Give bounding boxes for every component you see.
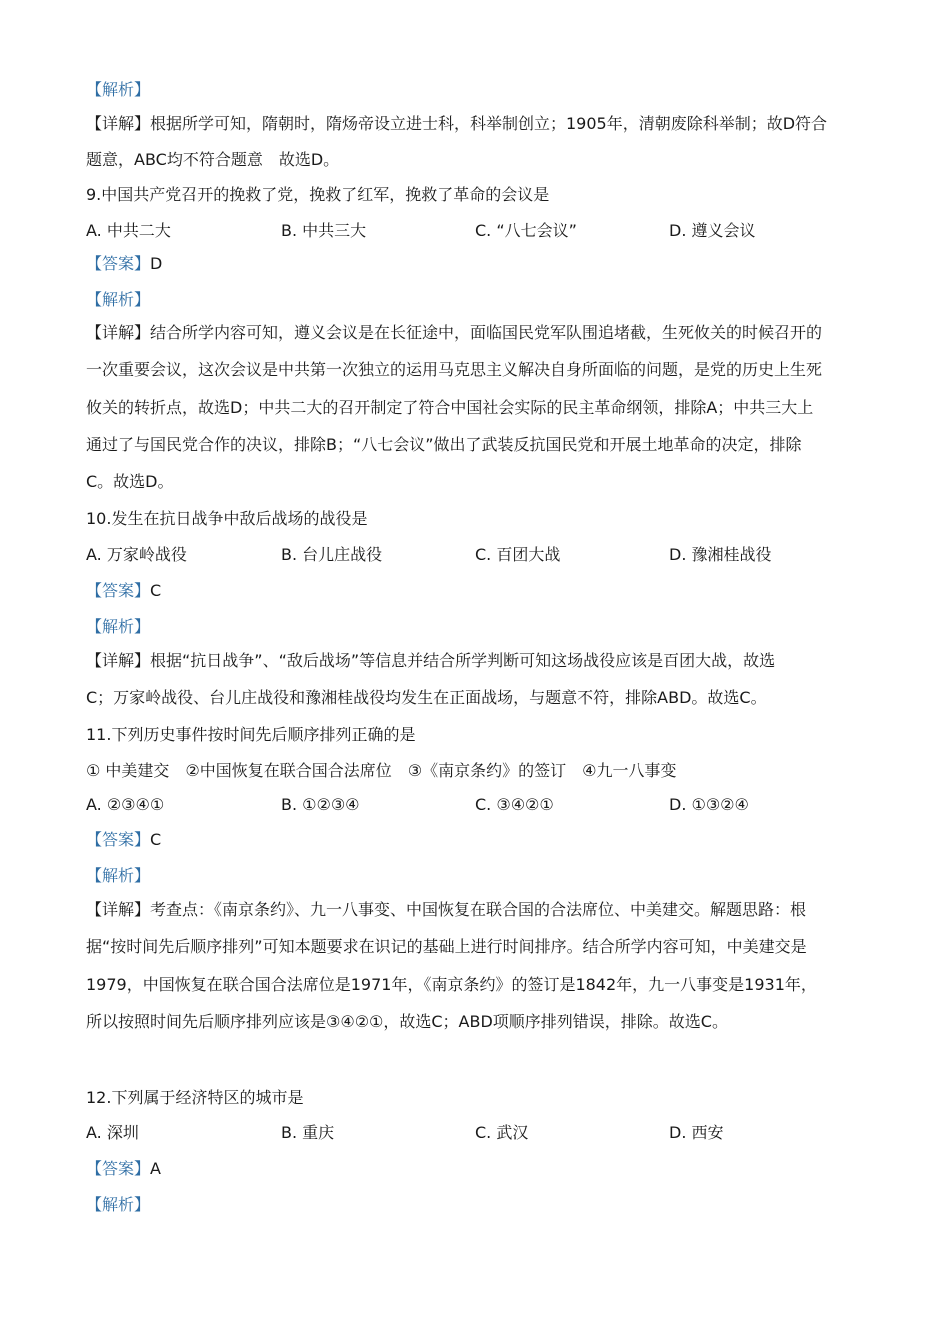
answer-value: D — [150, 254, 163, 273]
answer-label: 【答案】 — [86, 830, 151, 849]
answer-value: C — [150, 581, 162, 600]
detail-text: 题意，ABC均不符合题意 故选D。 — [86, 150, 340, 169]
answer-value: C — [150, 830, 162, 849]
detail-text: 通过了与国民党合作的决议，排除B；“八七会议”做出了武装反抗国民党和开展土地革命的决定，排除 — [86, 435, 802, 454]
analysis-label: 【解析】 — [86, 1195, 151, 1214]
option-d: D. 豫湘桂战役 — [669, 545, 772, 564]
detail-text: 【详解】结合所学内容可知，遵义会议是在长征途中，面临国民党军队围追堵截，生死攸关的时候召开的 — [86, 323, 823, 342]
option-d: D. 遵义会议 — [669, 221, 756, 240]
option-a: A. 深圳 — [86, 1123, 139, 1142]
option-a: A. 万家岭战役 — [86, 545, 187, 564]
detail-text: 据“按时间先后顺序排列”可知本题要求在识记的基础上进行时间排序。结合所学内容可知，中美建交是 — [86, 937, 807, 956]
option-c: C. 武汉 — [475, 1123, 529, 1142]
detail-text: 1979，中国恢复在联合国合法席位是1971年，《南京条约》的签订是1842年，九一八事变是1931年， — [86, 975, 817, 994]
option-b: B. 中共三大 — [281, 221, 367, 240]
answer-label: 【答案】 — [86, 254, 151, 273]
detail-text: 【详解】根据所学可知，隋朝时，隋炀帝设立进士科，科举制创立；1905年，清朝废除科举制；故D符合 — [86, 114, 828, 133]
options-row-12 — [86, 1122, 866, 1144]
answer-row-11 — [86, 829, 866, 851]
analysis-label: 【解析】 — [86, 290, 151, 309]
option-a: A. ②③④① — [86, 795, 165, 814]
event-list: ① 中美建交 ②中国恢复在联合国合法席位 ③《南京条约》的签订 ④九一八事变 — [86, 761, 677, 780]
question-stem-11: 11.下列历史事件按时间先后顺序排列正确的是 — [86, 725, 416, 744]
answer-row-12 — [86, 1158, 866, 1180]
answer-row-9 — [86, 253, 866, 275]
option-b: B. ①②③④ — [281, 795, 360, 814]
options-row-9 — [86, 220, 866, 242]
options-row-10 — [86, 544, 866, 566]
answer-value: A — [150, 1159, 161, 1178]
answer-label: 【答案】 — [86, 581, 151, 600]
question-stem-9: 9.中国共产党召开的挽救了党，挽救了红军，挽救了革命的会议是 — [86, 185, 550, 204]
answer-row-10 — [86, 580, 866, 602]
option-b: B. 重庆 — [281, 1123, 335, 1142]
option-a: A. 中共二大 — [86, 221, 171, 240]
analysis-label: 【解析】 — [86, 866, 151, 885]
options-row-11 — [86, 794, 866, 816]
option-c: C. “八七会议” — [475, 221, 577, 240]
analysis-label: 【解析】 — [86, 80, 151, 99]
option-d: D. 西安 — [669, 1123, 724, 1142]
detail-text: 攸关的转折点，故选D；中共二大的召开制定了符合中国社会实际的民主革命纲领，排除A；中共三大上 — [86, 398, 814, 417]
detail-text: 所以按照时间先后顺序排列应该是③④②①，故选C；ABD项顺序排列错误，排除。故选C。 — [86, 1012, 728, 1031]
option-d: D. ①③②④ — [669, 795, 749, 814]
option-b: B. 台儿庄战役 — [281, 545, 383, 564]
analysis-label: 【解析】 — [86, 617, 151, 636]
detail-text: 【详解】考查点：《南京条约》、九一八事变、中国恢复在联合国的合法席位、中美建交。解题思路：根 — [86, 900, 807, 919]
answer-label: 【答案】 — [86, 1159, 151, 1178]
detail-text: 【详解】根据“抗日战争”、“敌后战场”等信息并结合所学判断可知这场战役应该是百团大战，故选 — [86, 651, 776, 670]
option-c: C. 百团大战 — [475, 545, 561, 564]
detail-text: 一次重要会议，这次会议是中共第一次独立的运用马克思主义解决自身所面临的问题，是党的历史上生死 — [86, 360, 823, 379]
question-stem-12: 12.下列属于经济特区的城市是 — [86, 1088, 304, 1107]
detail-text: C。故选D。 — [86, 472, 174, 491]
detail-text: C；万家岭战役、台儿庄战役和豫湘桂战役均发生在正面战场，与题意不符，排除ABD。故选C。 — [86, 688, 767, 707]
option-c: C. ③④②① — [475, 795, 554, 814]
question-stem-10: 10.发生在抗日战争中敌后战场的战役是 — [86, 509, 368, 528]
